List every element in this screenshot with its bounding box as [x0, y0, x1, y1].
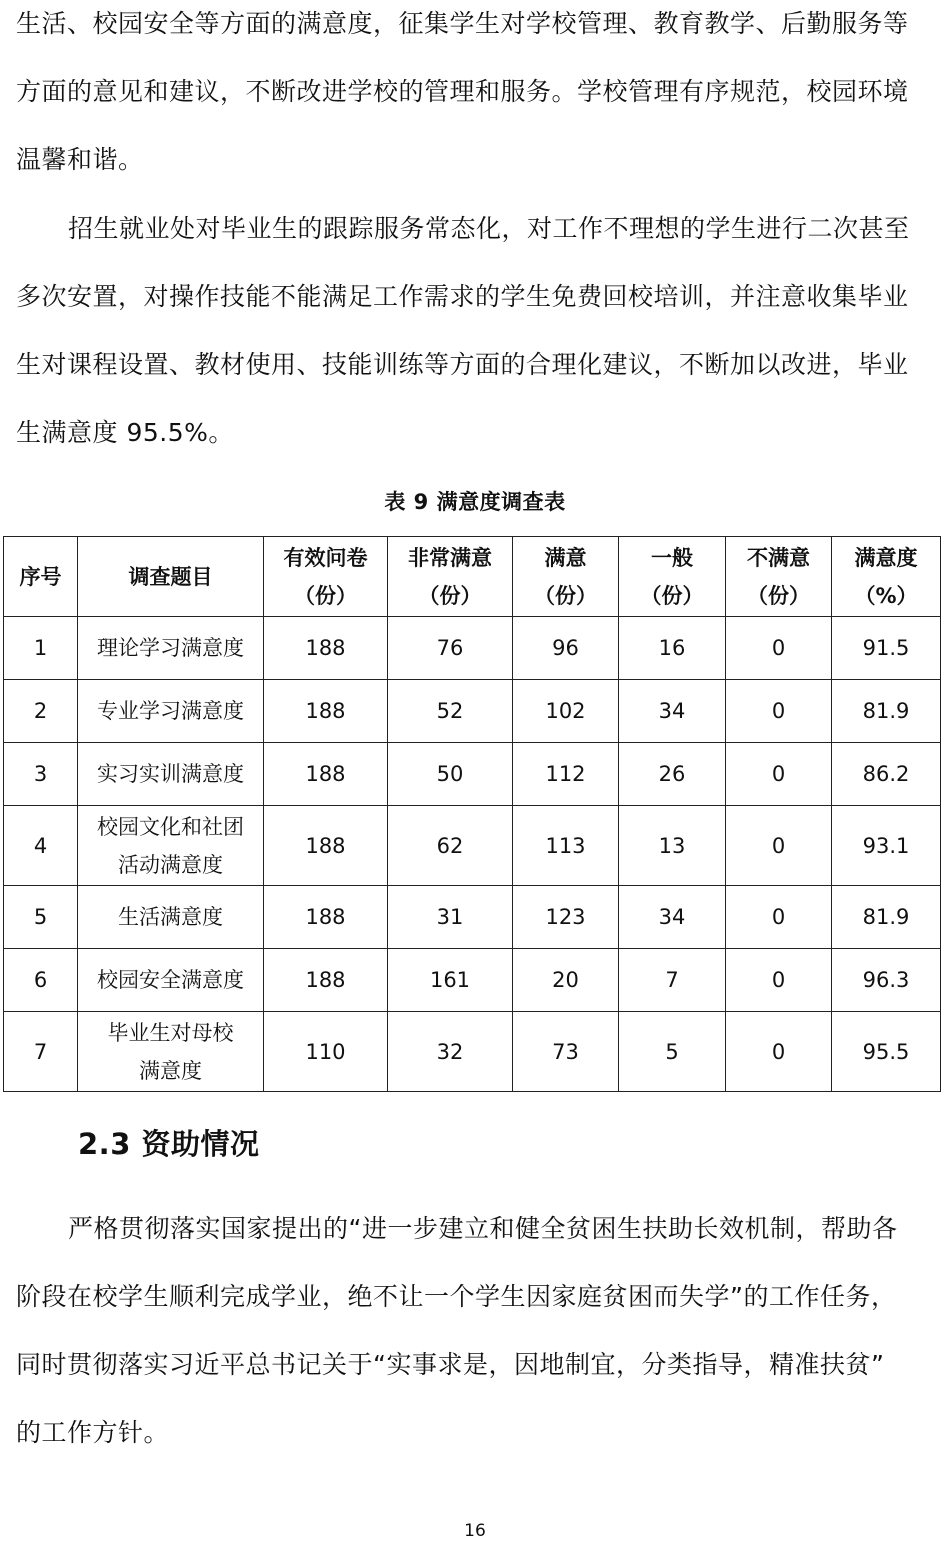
- cell-rate: 96.3: [832, 949, 941, 1012]
- cell-satisfied: 102: [513, 680, 619, 743]
- cell-topic: 理论学习满意度: [78, 617, 264, 680]
- paragraph-line: 温馨和谐。: [16, 145, 144, 174]
- cell-dissatisfied: 0: [726, 949, 832, 1012]
- cell-no: 6: [4, 949, 78, 1012]
- header-cell-very-satisfied: 非常满意 （份）: [388, 537, 513, 617]
- cell-dissatisfied: 0: [726, 680, 832, 743]
- cell-rate: 91.5: [832, 617, 941, 680]
- cell-dissatisfied: 0: [726, 806, 832, 886]
- paragraph-line: 方面的意见和建议，不断改进学校的管理和服务。学校管理有序规范，校园环境: [16, 77, 909, 106]
- cell-dissatisfied: 0: [726, 743, 832, 806]
- cell-no: 1: [4, 617, 78, 680]
- cell-rate: 95.5: [832, 1012, 941, 1092]
- table-row: [4, 743, 941, 806]
- cell-dissatisfied: 0: [726, 617, 832, 680]
- cell-satisfied: 20: [513, 949, 619, 1012]
- cell-very-satisfied: 62: [388, 806, 513, 886]
- cell-satisfied: 113: [513, 806, 619, 886]
- cell-dissatisfied: 0: [726, 1012, 832, 1092]
- cell-average: 34: [619, 680, 726, 743]
- cell-rate: 93.1: [832, 806, 941, 886]
- cell-valid: 188: [264, 617, 388, 680]
- header-cell-valid: 有效问卷 （份）: [264, 537, 388, 617]
- cell-average: 5: [619, 1012, 726, 1092]
- header-cell-topic: 调查题目: [78, 537, 264, 617]
- cell-topic: 校园安全满意度: [78, 949, 264, 1012]
- paragraph-satisfaction-survey: [16, 0, 936, 194]
- cell-no: 3: [4, 743, 78, 806]
- paragraph-line: 招生就业处对毕业生的跟踪服务常态化，对工作不理想的学生进行二次甚至: [68, 214, 910, 243]
- table-row: [4, 1012, 941, 1092]
- cell-no: 7: [4, 1012, 78, 1092]
- cell-valid: 110: [264, 1012, 388, 1092]
- cell-very-satisfied: 32: [388, 1012, 513, 1092]
- cell-average: 16: [619, 617, 726, 680]
- table-row: [4, 680, 941, 743]
- table-row: [4, 617, 941, 680]
- table-header-row: [4, 537, 941, 617]
- cell-no: 5: [4, 886, 78, 949]
- paragraph-line: 严格贯彻落实国家提出的“进一步建立和健全贫困生扶助长效机制，帮助各: [68, 1214, 898, 1243]
- cell-rate: 86.2: [832, 743, 941, 806]
- cell-average: 7: [619, 949, 726, 1012]
- header-cell-satisfied: 满意 （份）: [513, 537, 619, 617]
- header-cell-no: 序号: [4, 537, 78, 617]
- cell-satisfied: 123: [513, 886, 619, 949]
- table-row: [4, 886, 941, 949]
- cell-valid: 188: [264, 949, 388, 1012]
- cell-valid: 188: [264, 680, 388, 743]
- cell-satisfied: 112: [513, 743, 619, 806]
- cell-topic: 校园文化和社团 活动满意度: [78, 806, 264, 886]
- paragraph-graduate-tracking: [16, 195, 936, 467]
- cell-topic: 毕业生对母校 满意度: [78, 1012, 264, 1092]
- paragraph-line: 同时贯彻落实习近平总书记关于“实事求是，因地制宜，分类指导，精准扶贫”: [16, 1350, 885, 1379]
- cell-no: 2: [4, 680, 78, 743]
- paragraph-financial-aid: [16, 1195, 936, 1467]
- cell-very-satisfied: 52: [388, 680, 513, 743]
- paragraph-line: 生活、校园安全等方面的满意度，征集学生对学校管理、教育教学、后勤服务等: [16, 9, 909, 38]
- table-row: [4, 806, 941, 886]
- cell-satisfied: 73: [513, 1012, 619, 1092]
- cell-topic: 专业学习满意度: [78, 680, 264, 743]
- cell-rate: 81.9: [832, 886, 941, 949]
- cell-no: 4: [4, 806, 78, 886]
- cell-valid: 188: [264, 886, 388, 949]
- cell-topic: 实习实训满意度: [78, 743, 264, 806]
- table-row: [4, 949, 941, 1012]
- cell-valid: 188: [264, 806, 388, 886]
- table-caption: 表 9 满意度调查表: [384, 490, 566, 514]
- paragraph-line: 生对课程设置、教材使用、技能训练等方面的合理化建议，不断加以改进，毕业: [16, 350, 909, 379]
- cell-average: 13: [619, 806, 726, 886]
- cell-very-satisfied: 76: [388, 617, 513, 680]
- paragraph-line: 生满意度 95.5%。: [16, 418, 234, 447]
- page-number: 16: [464, 1521, 486, 1541]
- paragraph-line: 多次安置，对操作技能不能满足工作需求的学生免费回校培训，并注意收集毕业: [16, 282, 909, 311]
- cell-rate: 81.9: [832, 680, 941, 743]
- cell-average: 26: [619, 743, 726, 806]
- header-cell-rate: 满意度 （%）: [832, 537, 941, 617]
- cell-satisfied: 96: [513, 617, 619, 680]
- header-cell-dissatisfied: 不满意 （份）: [726, 537, 832, 617]
- satisfaction-table: [3, 536, 941, 1092]
- cell-very-satisfied: 31: [388, 886, 513, 949]
- paragraph-line: 的工作方针。: [16, 1418, 170, 1447]
- cell-valid: 188: [264, 743, 388, 806]
- paragraph-line: 阶段在校学生顺利完成学业，绝不让一个学生因家庭贫困而失学”的工作任务，: [16, 1282, 897, 1311]
- cell-very-satisfied: 161: [388, 949, 513, 1012]
- cell-average: 34: [619, 886, 726, 949]
- section-heading: 2.3 资助情况: [78, 1127, 260, 1161]
- cell-topic: 生活满意度: [78, 886, 264, 949]
- cell-very-satisfied: 50: [388, 743, 513, 806]
- cell-dissatisfied: 0: [726, 886, 832, 949]
- header-cell-average: 一般 （份）: [619, 537, 726, 617]
